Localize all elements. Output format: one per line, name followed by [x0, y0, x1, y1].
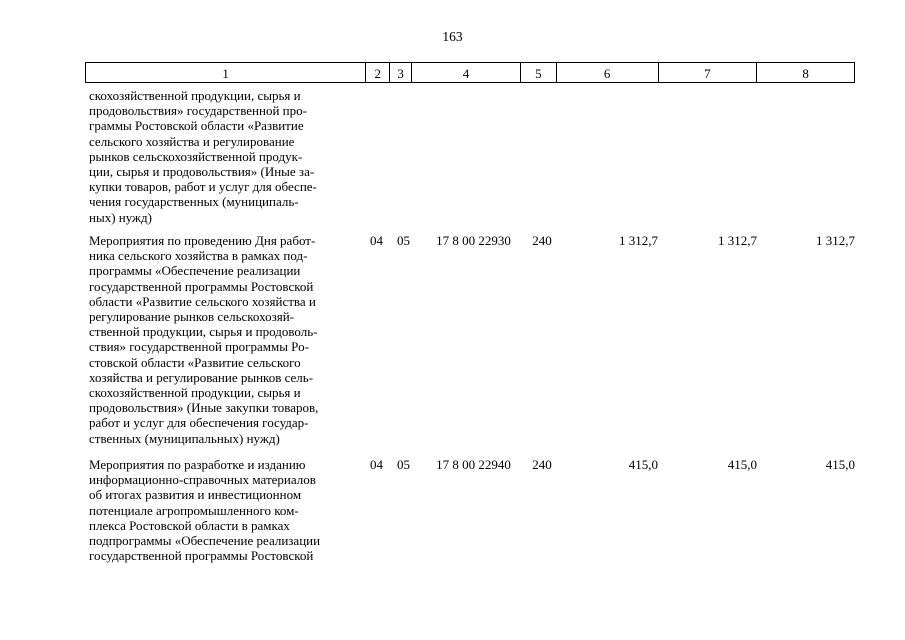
- cell-sum-col7: 415,0: [727, 457, 757, 472]
- cell-vr: 240: [532, 457, 552, 472]
- row-name: [89, 88, 360, 225]
- name-line: информационно-справочных материалов: [89, 472, 316, 488]
- header-col-7: 7: [658, 63, 757, 82]
- name-line: Мероприятия по разработке и изданию: [89, 457, 306, 472]
- name-line: подпрограммы «Обеспечение реализации: [89, 533, 321, 549]
- name-line: потенциале агропромышленного ком-: [89, 502, 299, 518]
- name-line: хозяйства и регулирование рынков сель-: [89, 369, 314, 385]
- name-line: скохозяйственной продукции, сырья и: [89, 385, 301, 401]
- name-line: государственной программы Ростовской: [89, 278, 314, 294]
- row-name: [89, 457, 360, 563]
- cell-sum-col6: 415,0: [628, 457, 658, 472]
- name-line: ных) нужд): [89, 209, 152, 225]
- table-header: [85, 62, 855, 83]
- cell-rz: 04: [370, 233, 383, 248]
- name-line: сельского хозяйства и регулирование: [89, 133, 295, 149]
- cell-sum-col7: 1 312,7: [718, 233, 757, 248]
- name-line: граммы Ростовской области «Развитие: [89, 118, 304, 134]
- name-line: ственной продукции, сырья и продоволь-: [89, 324, 318, 340]
- cell-sum-col6: 1 312,7: [619, 233, 658, 248]
- header-col-6: 6: [556, 63, 658, 82]
- name-line: рынков сельскохозяйственной продук-: [89, 148, 303, 164]
- name-line: работ и услуг для обеспечения государ-: [89, 415, 309, 431]
- name-line: купки товаров, работ и услуг для обеспе-: [89, 179, 317, 195]
- name-line: программы «Обеспечение реализации: [89, 263, 301, 279]
- name-line: стовской области «Развитие сельского: [89, 354, 301, 370]
- name-line: государственной программы Ростовской: [89, 548, 314, 564]
- cell-csr: 17 8 00 22930: [436, 233, 511, 248]
- name-line: Мероприятия по проведению Дня работ-: [89, 233, 316, 248]
- name-line: ции, сырья и продовольствия» (Иные за-: [89, 164, 315, 180]
- page-number: 163: [442, 29, 463, 44]
- name-line: ника сельского хозяйства в рамках под-: [89, 248, 308, 264]
- cell-rz: 04: [370, 457, 383, 472]
- cell-pr: 05: [397, 233, 410, 248]
- name-line: области «Развитие сельского хозяйства и: [89, 293, 316, 309]
- row-name: [89, 233, 360, 446]
- name-line: скохозяйственной продукции, сырья и: [89, 88, 301, 103]
- name-line: ственных (муниципальных) нужд): [89, 430, 280, 446]
- name-line: ствия» государственной программы Ро-: [89, 339, 309, 355]
- header-col-5: 5: [520, 63, 556, 82]
- header-col-2: 2: [365, 63, 389, 82]
- name-line: регулирование рынков сельскохозяй-: [89, 309, 295, 325]
- header-col-8: 8: [756, 63, 854, 82]
- name-line: чения государственных (муниципаль-: [89, 194, 299, 210]
- cell-vr: 240: [532, 233, 552, 248]
- name-line: об итогах развития и инвестиционном: [89, 487, 302, 503]
- cell-csr: 17 8 00 22940: [436, 457, 511, 472]
- header-col-4: 4: [411, 63, 520, 82]
- header-col-3: 3: [389, 63, 411, 82]
- name-line: продовольствия» государственной про-: [89, 103, 307, 119]
- header-col-1: 1: [222, 65, 229, 81]
- cell-pr: 05: [397, 457, 410, 472]
- name-line: продовольствия» (Иные закупки товаров,: [89, 400, 319, 416]
- cell-sum-col8: 1 312,7: [816, 233, 855, 248]
- cell-sum-col8: 415,0: [825, 457, 855, 472]
- name-line: плекса Ростовской области в рамках: [89, 517, 290, 533]
